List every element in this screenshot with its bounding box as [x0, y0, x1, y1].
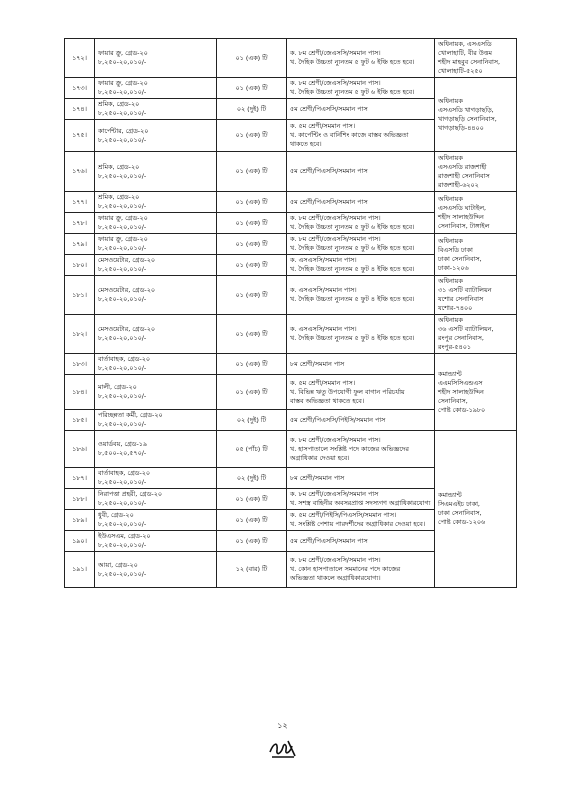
serial-cell: ১৮৬। [65, 431, 95, 468]
serial-cell: ১৭৯। [65, 234, 95, 255]
text-line: খ. সশস্ত্র বাহিনীর অবসরপ্রাপ্ত সদস্যগণ অগ্রাধিকারযোগ্য [290, 499, 431, 507]
count-cell: ০১ (এক) টি [217, 489, 287, 510]
text-line: খ. দৈহিক উচ্চতা ন্যুনতম ৫ ফুট ৬ ইঞ্চি হতে হবে। [290, 88, 415, 96]
count-cell: ০১ (এক) টি [217, 510, 287, 531]
text-line: শ্রমিক, গ্রেড-২০ [98, 193, 140, 201]
text-line: বার্তাবাহক, গ্রেড-২০ [98, 355, 151, 363]
text-line: ৮,২৫০-২০,০১০/- [98, 541, 147, 549]
text-line: ক. এসএসসি/সমমান পাস। [290, 286, 357, 294]
text-line: ফায়ার ক্রু, গ্রেড-২০ [98, 79, 148, 87]
text-line: ফায়ার ক্রু, গ্রেড-২০ [98, 49, 148, 57]
text-line: ৮,২৫০-২০,০১০/- [98, 135, 147, 144]
post-cell [95, 213, 217, 234]
text-line: শহীদ সালাহউদ্দিন [438, 387, 484, 396]
requirement-cell [287, 552, 435, 588]
table-row [65, 354, 517, 375]
serial-cell: ১৭৪। [65, 99, 95, 120]
text-line: ক. ৮ম শ্রেণী/জেএসসি/সমমান পাস। [290, 235, 381, 243]
text-line: ৮,২৫০-২০,০১০/- [98, 334, 147, 342]
text-line: অভিজ্ঞতা থাকলে অগ্রাধিকারযোগ্য। [290, 574, 381, 582]
serial-cell: ১৮২। [65, 315, 95, 354]
requirement-cell [287, 39, 435, 78]
post-cell [95, 489, 217, 510]
count-cell: ০১ (এক) টি [217, 354, 287, 375]
text-line: রাজশাহী সেনানিবাস [438, 171, 490, 180]
text-line: অধিনায়ক [438, 153, 463, 162]
text-line: খ. কোন হাসপাতালে সমমানের পদে কাজের [290, 565, 401, 573]
count-cell: ০১ (এক) টি [217, 255, 287, 276]
office-cell [435, 315, 517, 354]
text-line: খ. সংশ্লিষ্ট পেশায় পারদর্শীদের অগ্রাধিকার দেওয়া হবে। [290, 520, 426, 528]
serial-cell: ১৮৫। [65, 410, 95, 431]
text-line: যশোর-৭৪০০ [438, 304, 473, 312]
count-cell: ০১ (এক) টি [217, 78, 287, 99]
text-line: ৮,২৫০-২০,০১০/- [98, 202, 147, 210]
text-line: নিরাপত্তা প্রহরী, গ্রেড-২০ [98, 490, 163, 498]
text-line: ক. ৫ম শ্রেণী/পিইসি/পিএসসি/সমমান পাস। [290, 511, 397, 519]
text-line: ৮,২৫০-২০,০১০/- [98, 109, 147, 117]
office-cell [435, 78, 517, 152]
text-line: অধিনায়ক [438, 277, 463, 285]
office-cell [435, 152, 517, 192]
requirement-cell [287, 213, 435, 234]
office-cell [435, 192, 517, 234]
count-cell: ০২ (দুই) টি [217, 99, 287, 120]
serial-cell: ১৮৭। [65, 468, 95, 489]
post-cell [95, 39, 217, 78]
text-line: অগ্রাধিকার দেওয়া হবে। [290, 453, 350, 462]
serial-cell: ১৭৩। [65, 78, 95, 99]
text-line: পোষ্ট কোড-১৯৮০ [438, 405, 486, 414]
count-cell: ০১ (এক) টি [217, 276, 287, 315]
text-line: ৮,২৫০-২০,০১০/- [98, 295, 147, 303]
count-cell: ০১ (এক) টি [217, 152, 287, 192]
serial-cell: ১৮০। [65, 255, 95, 276]
count-cell: ০১ (এক) টি [217, 234, 287, 255]
text-line: ৮,২৫০-২০,০১০/- [98, 499, 147, 507]
requirement-cell [287, 375, 435, 410]
requirement-cell [287, 152, 435, 192]
requirement-cell [287, 489, 435, 510]
text-line: ৮,২৫০-২০,০১০/- [98, 478, 147, 486]
text-line: ৩৬ এসটি ব্যাটালিয়ন, [438, 325, 494, 333]
text-line: সিএমএইচ ঢাকা, [438, 500, 480, 508]
text-line: বাস্তব অভিজ্ঞতা থাকতে হবে। [290, 396, 365, 405]
text-line: ৮,২৫০-২০,০১০/- [98, 244, 147, 252]
text-line: খোলাহাটি, বীর উত্তম [438, 49, 492, 57]
serial-cell: ১৭৭। [65, 192, 95, 213]
text-line: ঢাকা সেনানিবাস, [438, 254, 482, 263]
post-cell [95, 234, 217, 255]
requirement-cell [287, 234, 435, 255]
post-cell [95, 468, 217, 489]
text-line: ক. ৮ম শ্রেণী/জেএসসি/সমমান পাস। [290, 214, 381, 222]
serial-cell: ১৮১। [65, 276, 95, 315]
text-line: খাগড়াছড়ি সেনানিবাস, [438, 114, 497, 123]
count-cell: ০১ (এক) টি [217, 192, 287, 213]
text-line: খ. দৈহিক উচ্চতা ন্যুনতম ৫ ফুট ৪ ইঞ্চি হতে হবে। [290, 334, 415, 342]
office-cell [435, 234, 517, 276]
post-cell [95, 152, 217, 192]
text-line: ৫ম শ্রেণী/পিএসসি/সমমান পাস [290, 197, 368, 206]
text-line: খ. কার্পেন্টিং ও বার্নিশিং কাজে বাস্তব অভিজ্ঞতা [290, 131, 409, 139]
text-line: খ. দৈহিক উচ্চতা ন্যুনতম ৫ ফুট ৪ ইঞ্চি হতে হবে। [290, 295, 415, 303]
page-number: ১২ [277, 721, 288, 730]
text-line: ফায়ার ক্রু, গ্রেড-২০ [98, 235, 148, 243]
text-line: মালী, গ্রেড-২০ [98, 383, 137, 391]
count-cell: ০১ (এক) টি [217, 39, 287, 78]
count-cell: ০১ (এক) টি [217, 531, 287, 552]
text-line: খ. দৈহিক উচ্চতা ন্যুনতম ৫ ফুট ৬ ইঞ্চি হতে হবে। [290, 244, 415, 252]
requirement-cell [287, 354, 435, 375]
text-line: ক. ৮ম শ্রেণী/জেএসসি/সমমান পাস। [290, 49, 381, 57]
text-line: শহীদ সালাহউদ্দিন [438, 212, 484, 221]
requirement-cell [287, 192, 435, 213]
text-line: ৮ম শ্রেণী/সমমান পাস [290, 359, 345, 368]
post-cell [95, 276, 217, 315]
text-line: যশোর সেনানিবাস [438, 295, 484, 303]
text-line: ইউএসএম, গ্রেড-২০ [98, 532, 151, 540]
text-line: খ. দৈহিক উচ্চতা ন্যুনতম ৫ ফুট ৪ ইঞ্চি হতে হবে। [290, 265, 415, 273]
text-line: অধিনায়ক [438, 96, 463, 105]
text-line: ৫ম শ্রেণী/পিএসসি/সমমান পাস [290, 536, 368, 545]
text-line: অধিনায়ক, এসএসডি [438, 40, 492, 48]
text-line: রাজশাহী-৬২০২ [438, 180, 479, 189]
table-row [65, 276, 517, 315]
text-line: ৮,২৫০-২০,০১০/- [98, 223, 147, 231]
serial-cell: ১৭৫। [65, 120, 95, 152]
text-line: ৮,২৫০-২০,০১০/- [98, 58, 147, 66]
text-line: খাগড়াছড়ি-৪৪০০ [438, 123, 484, 132]
text-line: ক. ৮ম শ্রেণী/জেএসসি/সমমান পাস। [290, 79, 381, 87]
text-line: ক. ৫ম শ্রেণী/সমমান পাস। [290, 122, 356, 130]
office-cell [435, 39, 517, 78]
text-line: ক. ৫ম শ্রেণী/সমমান পাস। [290, 378, 356, 387]
table-row [65, 192, 517, 213]
text-line: আয়া, গ্রেড-২০ [98, 560, 138, 569]
text-line: বার্তাবাহক, গ্রেড-২০ [98, 469, 151, 477]
table-row [65, 152, 517, 192]
post-cell [95, 192, 217, 213]
text-line: রংপুর সেনানিবাস, [438, 334, 484, 342]
text-line: ঢাকা সেনানিবাস, [438, 509, 482, 517]
count-cell: ১২ (বার) টি [217, 552, 287, 588]
table-row [65, 39, 517, 78]
text-line: ৩১ এসটি ব্যাটালিয়ন [438, 286, 492, 294]
text-line: খোলাহাটি-৫২৫০ [438, 67, 483, 75]
text-line: ৮,২৫০-২০,০১০/- [98, 569, 147, 578]
text-line: ৮,৫০০-২০,৫৭০/- [98, 449, 147, 457]
text-line: শ্রমিক, গ্রেড-২০ [98, 162, 140, 171]
text-line: এএমসিসিএন্ডএস [438, 378, 483, 387]
serial-cell: ১৮৩। [65, 354, 95, 375]
post-cell [95, 78, 217, 99]
serial-cell: ১৮৮। [65, 489, 95, 510]
text-line: এসএসডি খাগড়াছড়ি, [438, 105, 494, 114]
text-line: শ্রমিক, গ্রেড-২০ [98, 100, 140, 108]
text-line: রংপুর-৫৪০১ [438, 343, 472, 351]
serial-cell: ১৭২। [65, 39, 95, 78]
text-line: থাকতে হবে। [290, 140, 322, 148]
text-line: ৮,২৫০-২০,০১০/- [98, 88, 147, 96]
table-row [65, 315, 517, 354]
count-cell: ০২ (দুই) টি [217, 468, 287, 489]
text-line: ক. ৮ম শ্রেণী/জেএসসি/সমমান পাস [290, 490, 379, 498]
text-line: কার্পেন্টার, গ্রেড-২০ [98, 126, 149, 135]
office-cell [435, 354, 517, 431]
post-cell [95, 510, 217, 531]
post-cell [95, 255, 217, 276]
serial-cell: ১৯০। [65, 531, 95, 552]
text-line: ওয়ার্ডবয়, গ্রেড-১৯ [98, 440, 148, 448]
text-line: ক. ৮ম শ্রেণী/জেএসসি/সমমান পাস। [290, 435, 381, 444]
text-line: ৫ম শ্রেণী/পিএসসি/সমমান পাস [290, 104, 368, 113]
requirement-cell [287, 99, 435, 120]
office-cell [435, 276, 517, 315]
count-cell: ০১ (এক) টি [217, 375, 287, 410]
text-line: ক. এসএসসি/সমমান পাস। [290, 256, 357, 264]
text-line: ৮,২৫০-২০,০১০/- [98, 420, 147, 428]
signature-icon [268, 738, 298, 760]
text-line: ক. ৮ম শ্রেণী/জেএসসি/সমমান পাস। [290, 556, 381, 564]
text-line: কমান্ড্যান্ট [438, 491, 462, 499]
text-line: ৫ম শ্রেণী/পিএসসি/পিইসি/সমমান পাস [290, 415, 386, 424]
post-cell [95, 410, 217, 431]
text-line: ৮,২৫০-২০,০১০/- [98, 265, 147, 273]
text-line: অধিনায়ক [438, 236, 463, 245]
text-line: খ. বিভিন্ন ঋতু উপযোগী ফুল বাগান পরিচর্যায় [290, 387, 405, 396]
table-row [65, 431, 517, 468]
text-line: খ. দৈহিক উচ্চতা ন্যুনতম ৫ ফুট ৬ ইঞ্চি হতে হবে। [290, 58, 415, 66]
text-line: ৫ম শ্রেণী/পিএসসি/সমমান পাস [290, 167, 368, 175]
text-line: ৮,২৫০-২০,০১০/- [98, 392, 147, 400]
text-line: খ. হাসপাতালে সংশ্লিষ্ট পদে কাজের অভিজ্ঞদের [290, 444, 409, 453]
requirement-cell [287, 255, 435, 276]
vacancy-table-body [65, 39, 517, 588]
text-line: মেসওয়েটার, গ্রেড-২০ [98, 286, 156, 294]
requirement-cell [287, 531, 435, 552]
requirement-cell [287, 410, 435, 431]
text-line: পরিচ্ছন্নতা কর্মী, গ্রেড-২০ [98, 411, 163, 419]
text-line: ফায়ার ক্রু, গ্রেড-২০ [98, 214, 148, 222]
text-line: সেনানিবাস, [438, 396, 468, 405]
text-line: পোষ্ট কোড-১২০৬ [438, 518, 486, 526]
text-line: বিএসডি ঢাকা [438, 245, 473, 254]
text-line: ক. এসএসসি/সমমান পাস। [290, 325, 357, 333]
serial-cell: ১৮৯। [65, 510, 95, 531]
text-line: ৮,২৫০-২০,০১০/- [98, 364, 147, 372]
text-line: ধুবী, গ্রেড-২০ [98, 511, 134, 519]
serial-cell: ১৯১। [65, 552, 95, 588]
post-cell [95, 120, 217, 152]
table-row [65, 78, 517, 99]
serial-cell: ১৭৮। [65, 213, 95, 234]
text-line: সেনানিবাস, টাঙ্গাইল [438, 221, 490, 230]
count-cell: ০১ (এক) টি [217, 315, 287, 354]
text-line: মেসওয়েটার, গ্রেড-২০ [98, 325, 156, 333]
post-cell [95, 375, 217, 410]
vacancy-table [64, 38, 517, 588]
requirement-cell [287, 431, 435, 468]
text-line: খ. দৈহিক উচ্চতা ন্যুনতম ৫ ফুট ৬ ইঞ্চি হতে হবে। [290, 223, 415, 231]
text-line: মেসওয়েটার, গ্রেড-২০ [98, 256, 156, 264]
text-line: ৮ম শ্রেণী/সমমান পাস [290, 473, 345, 482]
requirement-cell [287, 468, 435, 489]
count-cell: ০৫ (পাঁচ) টি [217, 431, 287, 468]
requirement-cell [287, 315, 435, 354]
requirement-cell [287, 78, 435, 99]
post-cell [95, 99, 217, 120]
count-cell: ০১ (এক) টি [217, 213, 287, 234]
count-cell: ০২ (দুই) টি [217, 410, 287, 431]
requirement-cell [287, 276, 435, 315]
text-line: এসএসডি রাজশাহী [438, 162, 487, 171]
serial-cell: ১৭৬। [65, 152, 95, 192]
text-line: কমান্ড্যান্ট [438, 369, 462, 378]
text-line: ঢাকা-১২০৬ [438, 263, 469, 272]
text-line: ৮,২৫০-২০,০১০/- [98, 171, 147, 180]
office-cell [435, 431, 517, 588]
requirement-cell [287, 510, 435, 531]
post-cell [95, 531, 217, 552]
post-cell [95, 315, 217, 354]
text-line: অধিনায়ক [438, 316, 463, 324]
text-line: ৮,২৫০-২০,০১০/- [98, 520, 147, 528]
serial-cell: ১৮৪। [65, 375, 95, 410]
requirement-cell [287, 120, 435, 152]
post-cell [95, 354, 217, 375]
text-line: অধিনায়ক [438, 194, 463, 203]
text-line: শহীদ মাহবুব সেনানিবাস, [438, 58, 501, 66]
text-line: এসএসডি ঘাটাইল, [438, 203, 486, 212]
table-row [65, 234, 517, 255]
post-cell [95, 552, 217, 588]
post-cell [95, 431, 217, 468]
count-cell: ০১ (এক) টি [217, 120, 287, 152]
